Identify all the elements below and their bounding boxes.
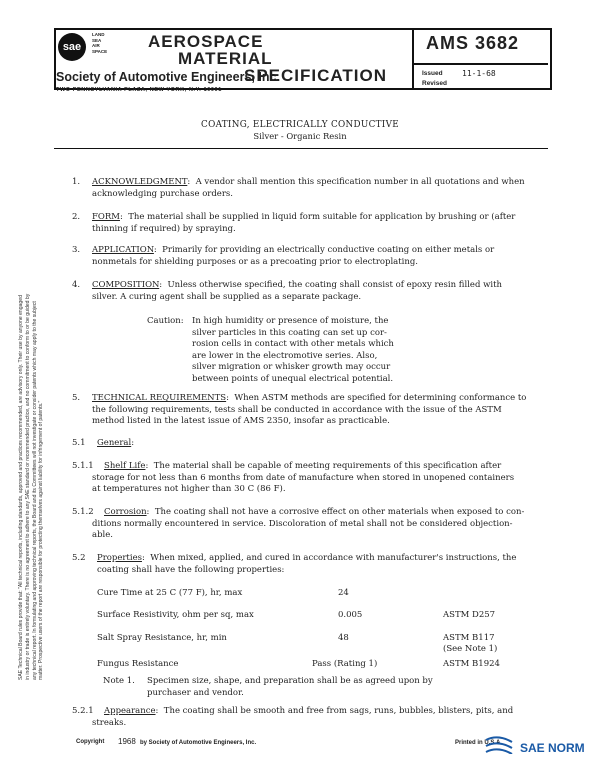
header-divider [412,28,414,88]
property-method-note: (See Note 1) [443,644,498,654]
copyright-year: 1968 [118,737,136,746]
copyright-label: Copyright [76,739,105,745]
section-number: 5.2.1 [72,706,94,716]
section-number: 3. [72,245,81,255]
note-label: Note 1. [103,676,135,686]
section-technical-requirements: TECHNICAL REQUIREMENTS: When ASTM methods are specified for determining conformance to the following requirements, tests shall be conducted in accordance with the issue of the ASTM method listed in the latest issue of AMS 2350, insofar as practicable. [92,393,527,426]
printed-in: Printed in U.S.A. [455,740,503,746]
caution-text: In high humidity or presence of moisture, the silver particles in this coating can set up cor- rosion cells in contact with other metals which are lower in the electromotive series. Also, silver migration or whisker growth may occur between points of unequal electrical potential. [192,316,394,384]
header-title-line3: SPECIFICATION [244,66,388,85]
header-rule [412,63,548,65]
revised-label: Revised [422,80,447,87]
section-number: 2. [72,212,81,222]
logo-tagline: LAND SEA AIR SPACE [92,32,108,54]
property-value: 48 [338,633,349,643]
property-method: ASTM D257 [443,610,496,620]
property-method: ASTM B117 [443,633,495,643]
sae-logo: sae [58,33,86,61]
section-corrosion: Corrosion: The coating shall not have a corrosive effect on other materials when exposed to con- ditions normally encountered in service. Discoloration of metal shall not be considered objection- able. [92,507,525,540]
organization-name: Society of Automotive Engineers, Inc. [56,70,280,84]
side-disclaimer: SAE Technical Board rules provide that: "All technical reports, including standards, approved and practices recommended, are advisory only. Their use by anyone engaged in industry or trade is entirely voluntary. There is no agreement to adhere to any SAE standard or recommended practice, and no commitment to conform to or be guided by any technical report. In formulating and approving technical reports, the Board and its Committees will not investigate or consider patents which may apply to the subject matter. Prospective users of the report are responsible for protecting themselves against liability for infringement of patents." [18,293,45,680]
header-title-line2: MATERIAL [178,49,273,68]
section-number: 5.1 [72,438,86,448]
sae-norm-logo-icon [484,736,514,754]
section-number: 5.2 [72,553,86,563]
section-appearance: Appearance: The coating shall be smooth and free from sags, runs, bubbles, blisters, pits, and streaks. [92,706,514,728]
property-value: Pass (Rating 1) [312,659,378,669]
sae-norm-watermark: SAE NORM [520,741,585,755]
organization-address: TWO PENNSYLVANIA PLAZA, NEW YORK, N.Y. 10001 [56,87,222,93]
property-method: ASTM B1924 [443,659,500,669]
copyright-owner: by Society of Automotive Engineers, Inc. [140,740,257,746]
property-name: Fungus Resistance [97,659,179,669]
section-number: 1. [72,177,81,187]
section-form: FORM: The material shall be supplied in liquid form suitable for application by brushing or (after thinning if required) by spraying. [92,212,516,234]
section-shelf-life: Shelf Life: The material shall be capable of meeting requirements of this specification after storage for not less than 6 months from date of manufacture when stored in unopened containers at temperatures not higher than 30 C (86 F). [92,461,515,494]
section-properties: Properties: When mixed, applied, and cured in accordance with manufacturer's instructions, the coating shall have the following properties: [97,553,517,575]
doc-subtitle: Silver - Organic Resin [253,131,347,141]
property-value: 0.005 [338,610,363,620]
document-number: AMS 3682 [426,33,520,53]
property-name: Salt Spray Resistance, hr, min [97,633,227,643]
issued-date: 11-1-68 [462,69,496,78]
section-number: 5.1.1 [72,461,94,471]
property-name: Surface Resistivity, ohm per sq, max [97,610,254,620]
section-acknowledgment: ACKNOWLEDGMENT: A vendor shall mention this specification number in all quotations and when acknowledging purchase orders. [92,177,525,199]
property-value: 24 [338,588,349,598]
header-title-line1: AEROSPACE [148,32,264,51]
section-number: 4. [72,280,81,290]
section-application: APPLICATION: Primarily for providing an electrically conductive coating on either metals or nonmetals for shielding purposes or as a precoating prior to electroplating. [92,245,495,267]
note-text: Specimen size, shape, and preparation shall be as agreed upon by purchaser and vendor. [147,676,433,698]
section-number: 5.1.2 [72,507,94,517]
caution-label: Caution: [147,316,184,326]
doc-title: COATING, ELECTRICALLY CONDUCTIVE [201,120,399,130]
section-composition: COMPOSITION: Unless otherwise specified, the coating shall consist of epoxy resin filled with silver. A curing agent shall be supplied as a separate package. [92,280,502,302]
issued-label: Issued [422,70,443,77]
section-general: General: [97,438,135,448]
section-number: 5. [72,393,81,403]
title-rule [54,148,548,149]
property-name: Cure Time at 25 C (77 F), hr, max [97,588,243,598]
